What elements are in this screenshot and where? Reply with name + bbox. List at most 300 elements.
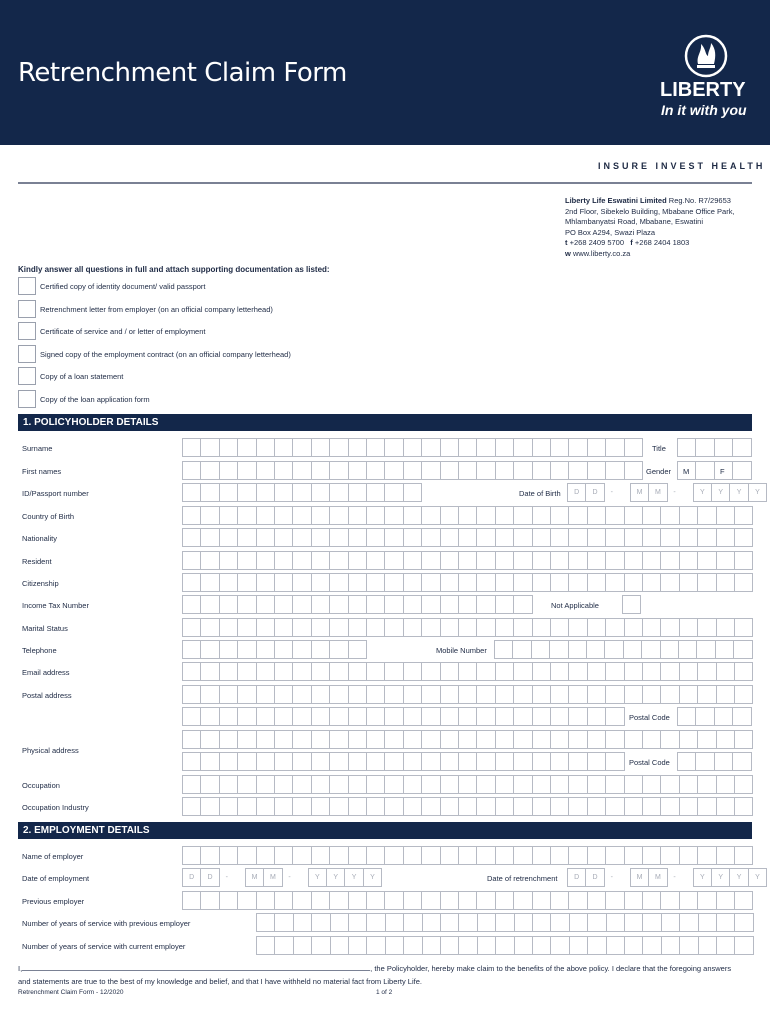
years-box[interactable] [716, 913, 735, 932]
surname-box[interactable] [421, 438, 440, 457]
citizenship-box[interactable] [568, 573, 587, 592]
physical-address-box[interactable] [697, 730, 716, 749]
marital-status-box[interactable] [329, 618, 348, 637]
title-box[interactable] [677, 438, 696, 457]
first-names-box[interactable] [513, 461, 532, 480]
citizenship-box[interactable] [237, 573, 256, 592]
postal-code-box[interactable] [695, 707, 714, 726]
previous-employer-box[interactable] [329, 891, 348, 910]
previous-employer-box[interactable] [182, 891, 201, 910]
years-box[interactable] [385, 936, 404, 955]
industry-box[interactable] [200, 797, 219, 816]
nationality-box[interactable] [200, 528, 219, 547]
nationality-box[interactable] [403, 528, 422, 547]
first-names-box[interactable] [200, 461, 219, 480]
mobile-box[interactable] [512, 640, 531, 659]
years-box[interactable] [403, 936, 422, 955]
resident-box[interactable] [550, 551, 569, 570]
telephone-box[interactable] [274, 640, 293, 659]
occupation-box[interactable] [476, 775, 495, 794]
title-box[interactable] [714, 438, 733, 457]
first-names-box[interactable] [237, 461, 256, 480]
previous-employer-box[interactable] [219, 891, 238, 910]
previous-employer-box[interactable] [366, 891, 385, 910]
physical-address-box[interactable] [219, 752, 238, 771]
country-box[interactable] [734, 506, 753, 525]
resident-box[interactable] [200, 551, 219, 570]
physical-address-box[interactable] [476, 730, 495, 749]
previous-employer-box[interactable] [513, 891, 532, 910]
industry-box[interactable] [587, 797, 606, 816]
country-box[interactable] [716, 506, 735, 525]
nationality-box[interactable] [440, 528, 459, 547]
industry-box[interactable] [476, 797, 495, 816]
first-names-box[interactable] [532, 461, 551, 480]
email-box[interactable] [292, 662, 311, 681]
surname-box[interactable] [403, 438, 422, 457]
citizenship-box[interactable] [697, 573, 716, 592]
physical-address-box[interactable] [532, 752, 551, 771]
nationality-box[interactable] [532, 528, 551, 547]
years-box[interactable] [348, 936, 367, 955]
previous-employer-box[interactable] [403, 891, 422, 910]
years-box[interactable] [661, 936, 680, 955]
email-box[interactable] [219, 662, 238, 681]
first-names-box[interactable] [348, 461, 367, 480]
email-box[interactable] [200, 662, 219, 681]
country-box[interactable] [403, 506, 422, 525]
resident-box[interactable] [660, 551, 679, 570]
postal-address-box[interactable] [458, 685, 477, 704]
postal-code-box[interactable] [732, 707, 751, 726]
not-applicable-checkbox[interactable] [622, 595, 641, 614]
surname-box[interactable] [292, 438, 311, 457]
nationality-box[interactable] [458, 528, 477, 547]
tax-number-box[interactable] [311, 595, 330, 614]
first-names-box[interactable] [495, 461, 514, 480]
nationality-box[interactable] [237, 528, 256, 547]
country-box[interactable] [219, 506, 238, 525]
nationality-box[interactable] [421, 528, 440, 547]
citizenship-box[interactable] [421, 573, 440, 592]
email-box[interactable] [384, 662, 403, 681]
first-names-box[interactable] [292, 461, 311, 480]
postal-address-box[interactable] [366, 707, 385, 726]
country-box[interactable] [458, 506, 477, 525]
telephone-box[interactable] [311, 640, 330, 659]
physical-address-box[interactable] [366, 730, 385, 749]
employer-box[interactable] [182, 846, 201, 865]
country-box[interactable] [366, 506, 385, 525]
resident-box[interactable] [495, 551, 514, 570]
years-box[interactable] [293, 913, 312, 932]
email-box[interactable] [642, 662, 661, 681]
marital-status-box[interactable] [495, 618, 514, 637]
marital-status-box[interactable] [587, 618, 606, 637]
industry-box[interactable] [716, 797, 735, 816]
years-box[interactable] [532, 936, 551, 955]
nationality-box[interactable] [311, 528, 330, 547]
postal-address-box[interactable] [476, 707, 495, 726]
postal-address-box[interactable] [568, 707, 587, 726]
previous-employer-box[interactable] [624, 891, 643, 910]
years-box[interactable] [698, 913, 717, 932]
id-number-box[interactable] [182, 483, 201, 502]
email-box[interactable] [403, 662, 422, 681]
email-box[interactable] [513, 662, 532, 681]
postal-address-box[interactable] [624, 685, 643, 704]
first-names-box[interactable] [366, 461, 385, 480]
surname-box[interactable] [458, 438, 477, 457]
resident-box[interactable] [624, 551, 643, 570]
employer-box[interactable] [311, 846, 330, 865]
postal-address-box[interactable] [403, 685, 422, 704]
physical-address-box[interactable] [532, 730, 551, 749]
surname-box[interactable] [550, 438, 569, 457]
nationality-box[interactable] [182, 528, 201, 547]
email-box[interactable] [587, 662, 606, 681]
marital-status-box[interactable] [292, 618, 311, 637]
postal-address-box[interactable] [716, 685, 735, 704]
nationality-box[interactable] [348, 528, 367, 547]
physical-address-box[interactable] [458, 730, 477, 749]
date-digit-box[interactable]: M [263, 868, 282, 887]
marital-status-box[interactable] [476, 618, 495, 637]
physical-address-box[interactable] [384, 730, 403, 749]
date-digit-box[interactable]: Y [344, 868, 363, 887]
citizenship-box[interactable] [403, 573, 422, 592]
surname-box[interactable] [311, 438, 330, 457]
nationality-box[interactable] [329, 528, 348, 547]
email-box[interactable] [679, 662, 698, 681]
postal-address-box[interactable] [532, 685, 551, 704]
date-digit-box[interactable]: M [245, 868, 264, 887]
occupation-box[interactable] [256, 775, 275, 794]
industry-box[interactable] [532, 797, 551, 816]
email-box[interactable] [329, 662, 348, 681]
postal-code-box[interactable] [732, 752, 751, 771]
occupation-box[interactable] [716, 775, 735, 794]
first-names-box[interactable] [624, 461, 643, 480]
postal-address-box[interactable] [366, 685, 385, 704]
years-box[interactable] [642, 936, 661, 955]
surname-box[interactable] [274, 438, 293, 457]
employer-box[interactable] [679, 846, 698, 865]
marital-status-box[interactable] [716, 618, 735, 637]
email-box[interactable] [568, 662, 587, 681]
years-box[interactable] [569, 936, 588, 955]
previous-employer-box[interactable] [458, 891, 477, 910]
employer-box[interactable] [624, 846, 643, 865]
postal-address-box[interactable] [605, 707, 624, 726]
mobile-box[interactable] [531, 640, 550, 659]
occupation-box[interactable] [384, 775, 403, 794]
resident-box[interactable] [605, 551, 624, 570]
years-box[interactable] [716, 936, 735, 955]
physical-address-box[interactable] [716, 730, 735, 749]
years-box[interactable] [624, 913, 643, 932]
industry-box[interactable] [274, 797, 293, 816]
physical-address-box[interactable] [348, 752, 367, 771]
postal-address-box[interactable] [642, 685, 661, 704]
employer-box[interactable] [329, 846, 348, 865]
previous-employer-box[interactable] [200, 891, 219, 910]
nationality-box[interactable] [292, 528, 311, 547]
surname-box[interactable] [329, 438, 348, 457]
physical-address-box[interactable] [348, 730, 367, 749]
resident-box[interactable] [568, 551, 587, 570]
postal-address-box[interactable] [219, 685, 238, 704]
years-box[interactable] [661, 913, 680, 932]
industry-box[interactable] [642, 797, 661, 816]
nationality-box[interactable] [642, 528, 661, 547]
previous-employer-box[interactable] [476, 891, 495, 910]
nationality-box[interactable] [716, 528, 735, 547]
occupation-box[interactable] [660, 775, 679, 794]
mobile-box[interactable] [660, 640, 679, 659]
id-number-box[interactable] [366, 483, 385, 502]
occupation-box[interactable] [624, 775, 643, 794]
citizenship-box[interactable] [587, 573, 606, 592]
occupation-box[interactable] [568, 775, 587, 794]
years-box[interactable] [698, 936, 717, 955]
citizenship-box[interactable] [329, 573, 348, 592]
postal-address-box[interactable] [660, 685, 679, 704]
postal-address-box[interactable] [348, 707, 367, 726]
mobile-box[interactable] [641, 640, 660, 659]
telephone-box[interactable] [256, 640, 275, 659]
surname-box[interactable] [476, 438, 495, 457]
checkbox[interactable] [18, 390, 36, 408]
mobile-box[interactable] [733, 640, 752, 659]
tax-number-box[interactable] [292, 595, 311, 614]
employer-box[interactable] [403, 846, 422, 865]
industry-box[interactable] [734, 797, 753, 816]
physical-address-box[interactable] [237, 752, 256, 771]
previous-employer-box[interactable] [697, 891, 716, 910]
physical-address-box[interactable] [219, 730, 238, 749]
email-box[interactable] [311, 662, 330, 681]
postal-address-box[interactable] [421, 707, 440, 726]
nationality-box[interactable] [679, 528, 698, 547]
id-number-box[interactable] [384, 483, 403, 502]
resident-box[interactable] [274, 551, 293, 570]
mobile-box[interactable] [549, 640, 568, 659]
occupation-box[interactable] [587, 775, 606, 794]
nationality-box[interactable] [513, 528, 532, 547]
citizenship-box[interactable] [513, 573, 532, 592]
email-box[interactable] [237, 662, 256, 681]
country-box[interactable] [440, 506, 459, 525]
email-box[interactable] [256, 662, 275, 681]
employer-box[interactable] [550, 846, 569, 865]
nationality-box[interactable] [624, 528, 643, 547]
citizenship-box[interactable] [642, 573, 661, 592]
resident-box[interactable] [256, 551, 275, 570]
citizenship-box[interactable] [550, 573, 569, 592]
country-box[interactable] [311, 506, 330, 525]
citizenship-box[interactable] [274, 573, 293, 592]
physical-address-box[interactable] [421, 752, 440, 771]
resident-box[interactable] [384, 551, 403, 570]
employer-box[interactable] [219, 846, 238, 865]
years-box[interactable] [385, 913, 404, 932]
date-digit-box[interactable]: Y [693, 483, 712, 502]
years-box[interactable] [440, 913, 459, 932]
email-box[interactable] [458, 662, 477, 681]
citizenship-box[interactable] [605, 573, 624, 592]
tax-number-box[interactable] [256, 595, 275, 614]
years-box[interactable] [366, 936, 385, 955]
employer-box[interactable] [568, 846, 587, 865]
email-box[interactable] [624, 662, 643, 681]
email-box[interactable] [697, 662, 716, 681]
mobile-box[interactable] [696, 640, 715, 659]
first-names-box[interactable] [458, 461, 477, 480]
physical-address-box[interactable] [605, 730, 624, 749]
physical-address-box[interactable] [329, 730, 348, 749]
country-box[interactable] [605, 506, 624, 525]
postal-address-box[interactable] [237, 707, 256, 726]
physical-address-box[interactable] [182, 752, 201, 771]
email-box[interactable] [605, 662, 624, 681]
resident-box[interactable] [587, 551, 606, 570]
first-names-box[interactable] [182, 461, 201, 480]
years-box[interactable] [422, 913, 441, 932]
postal-address-box[interactable] [384, 707, 403, 726]
checkbox[interactable] [18, 322, 36, 340]
physical-address-box[interactable] [587, 752, 606, 771]
industry-box[interactable] [237, 797, 256, 816]
occupation-box[interactable] [642, 775, 661, 794]
citizenship-box[interactable] [311, 573, 330, 592]
resident-box[interactable] [513, 551, 532, 570]
postal-code-box[interactable] [677, 707, 696, 726]
employer-box[interactable] [348, 846, 367, 865]
industry-box[interactable] [329, 797, 348, 816]
checkbox[interactable] [18, 367, 36, 385]
physical-address-box[interactable] [403, 730, 422, 749]
first-names-box[interactable] [329, 461, 348, 480]
date-digit-box[interactable]: D [585, 483, 604, 502]
tax-number-box[interactable] [200, 595, 219, 614]
occupation-box[interactable] [292, 775, 311, 794]
email-box[interactable] [734, 662, 753, 681]
physical-address-box[interactable] [568, 752, 587, 771]
years-box[interactable] [458, 936, 477, 955]
country-box[interactable] [348, 506, 367, 525]
marital-status-box[interactable] [421, 618, 440, 637]
marital-status-box[interactable] [660, 618, 679, 637]
date-digit-box[interactable]: D [567, 483, 586, 502]
postal-address-box[interactable] [182, 685, 201, 704]
postal-address-box[interactable] [182, 707, 201, 726]
surname-box[interactable] [182, 438, 201, 457]
previous-employer-box[interactable] [256, 891, 275, 910]
id-number-box[interactable] [274, 483, 293, 502]
industry-box[interactable] [513, 797, 532, 816]
previous-employer-box[interactable] [274, 891, 293, 910]
country-box[interactable] [329, 506, 348, 525]
country-box[interactable] [568, 506, 587, 525]
physical-address-box[interactable] [256, 752, 275, 771]
first-names-box[interactable] [605, 461, 624, 480]
previous-employer-box[interactable] [292, 891, 311, 910]
surname-box[interactable] [384, 438, 403, 457]
employer-box[interactable] [421, 846, 440, 865]
postal-address-box[interactable] [219, 707, 238, 726]
date-digit-box[interactable]: Y [711, 868, 730, 887]
occupation-box[interactable] [329, 775, 348, 794]
marital-status-box[interactable] [734, 618, 753, 637]
surname-box[interactable] [366, 438, 385, 457]
email-box[interactable] [348, 662, 367, 681]
industry-box[interactable] [458, 797, 477, 816]
id-number-box[interactable] [237, 483, 256, 502]
physical-address-box[interactable] [421, 730, 440, 749]
surname-box[interactable] [587, 438, 606, 457]
surname-box[interactable] [440, 438, 459, 457]
postal-address-box[interactable] [348, 685, 367, 704]
citizenship-box[interactable] [734, 573, 753, 592]
previous-employer-box[interactable] [679, 891, 698, 910]
years-box[interactable] [477, 913, 496, 932]
employer-box[interactable] [734, 846, 753, 865]
resident-box[interactable] [716, 551, 735, 570]
citizenship-box[interactable] [366, 573, 385, 592]
country-box[interactable] [256, 506, 275, 525]
employer-box[interactable] [587, 846, 606, 865]
years-box[interactable] [550, 936, 569, 955]
marital-status-box[interactable] [532, 618, 551, 637]
surname-box[interactable] [237, 438, 256, 457]
mobile-box[interactable] [494, 640, 513, 659]
physical-address-box[interactable] [513, 752, 532, 771]
industry-box[interactable] [311, 797, 330, 816]
postal-address-box[interactable] [440, 685, 459, 704]
physical-address-box[interactable] [624, 730, 643, 749]
occupation-box[interactable] [734, 775, 753, 794]
nationality-box[interactable] [219, 528, 238, 547]
marital-status-box[interactable] [440, 618, 459, 637]
tax-number-box[interactable] [348, 595, 367, 614]
occupation-box[interactable] [200, 775, 219, 794]
physical-address-box[interactable] [476, 752, 495, 771]
industry-box[interactable] [550, 797, 569, 816]
physical-address-box[interactable] [495, 730, 514, 749]
postal-address-box[interactable] [421, 685, 440, 704]
occupation-box[interactable] [679, 775, 698, 794]
citizenship-box[interactable] [716, 573, 735, 592]
physical-address-box[interactable] [182, 730, 201, 749]
telephone-box[interactable] [237, 640, 256, 659]
id-number-box[interactable] [200, 483, 219, 502]
surname-box[interactable] [532, 438, 551, 457]
email-box[interactable] [716, 662, 735, 681]
postal-address-box[interactable] [697, 685, 716, 704]
checkbox[interactable] [18, 345, 36, 363]
occupation-box[interactable] [550, 775, 569, 794]
previous-employer-box[interactable] [716, 891, 735, 910]
id-number-box[interactable] [329, 483, 348, 502]
surname-box[interactable] [605, 438, 624, 457]
industry-box[interactable] [403, 797, 422, 816]
citizenship-box[interactable] [495, 573, 514, 592]
marital-status-box[interactable] [550, 618, 569, 637]
postal-address-box[interactable] [568, 685, 587, 704]
tax-number-box[interactable] [329, 595, 348, 614]
country-box[interactable] [200, 506, 219, 525]
